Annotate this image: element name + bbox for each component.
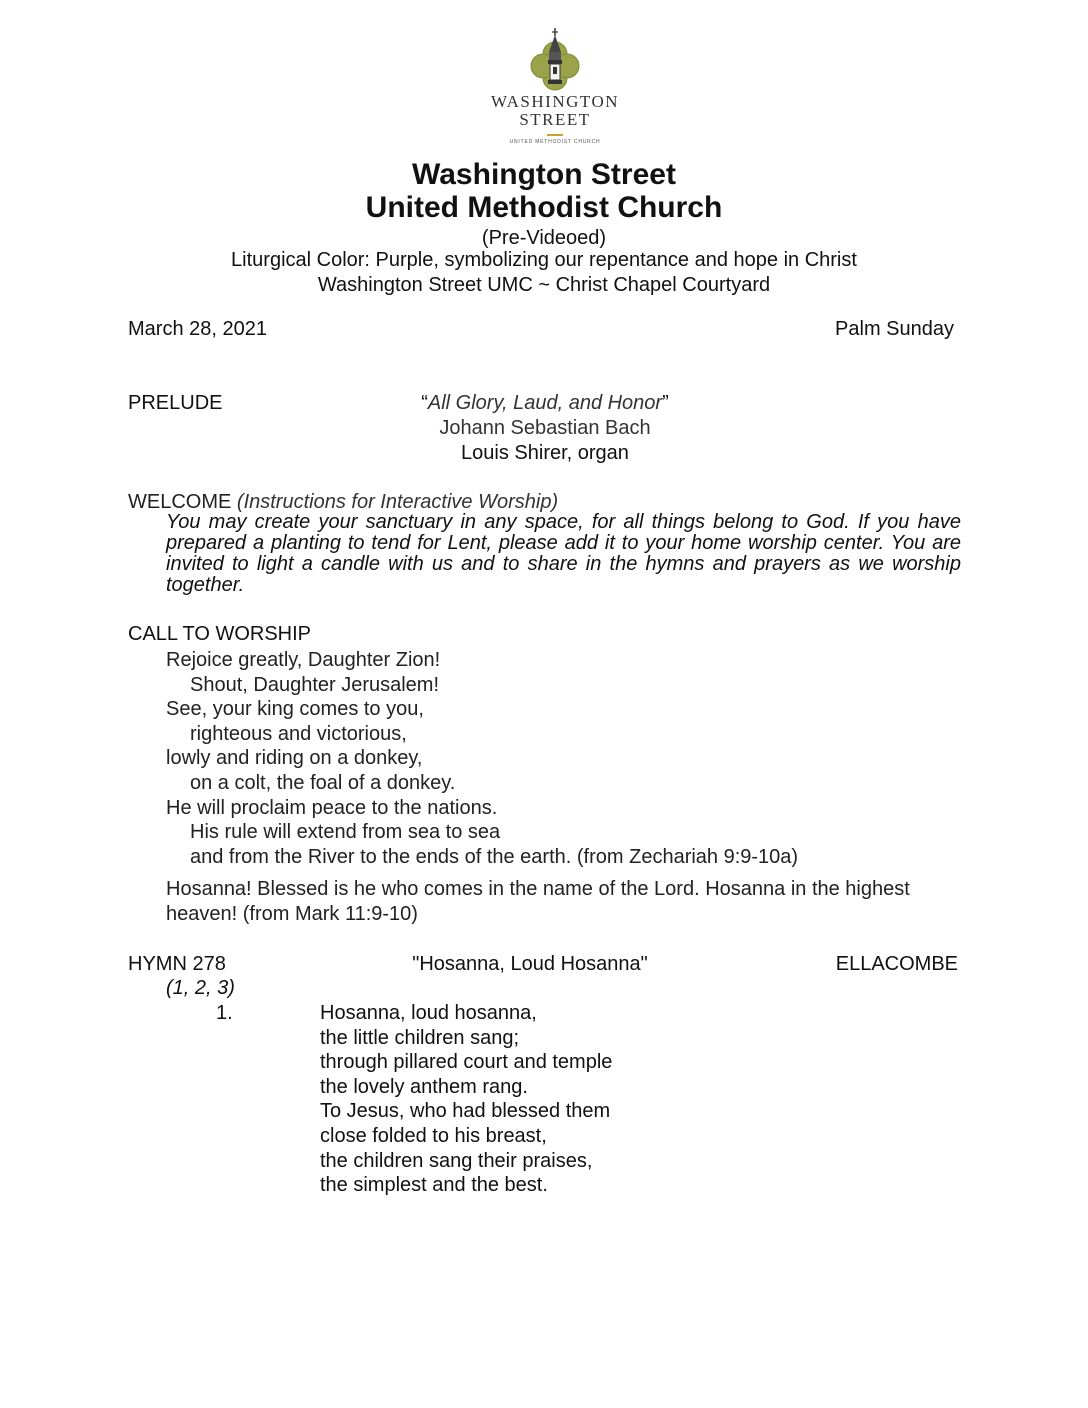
hymn-verse-lines [320,1001,612,1198]
call-to-worship-line: Shout, Daughter Jerusalem! [190,673,440,696]
welcome-instructions: You may create your sanctuary in any space, for all things belong to God. If you have prepared a planting to tend for Lent, please add it to your home worship center. You are invited to light a candle with us and to share in the hymns and prayers as we worship together. [166,511,961,596]
hymn-verse-line: To Jesus, who had blessed them [320,1100,611,1123]
call-to-worship-line: lowly and riding on a donkey, [166,747,423,770]
hymn-verse-line: close folded to his breast, [320,1124,547,1147]
logo-subtitle: UNITED METHODIST CHURCH [509,139,601,145]
welcome-subheading: (Instructions for Interactive Worship) [236,491,559,513]
hymn-verse-line: the lovely anthem rang. [320,1075,528,1098]
logo-name-line2: STREET [519,110,591,129]
hymn-verse-line: Hosanna, loud hosanna, [320,1002,537,1024]
call-to-worship-line: He will proclaim peace to the nations. [166,796,498,819]
occasion-label: Palm Sunday [835,318,954,340]
pre-videoed-note: (Pre-Videoed) [481,227,607,249]
prelude-piece-title: “All Glory, Laud, and Honor” [421,392,669,414]
prelude-composer: Johann Sebastian Bach [439,417,651,439]
service-date: March 28, 2021 [128,318,267,340]
church-title-line1: Washington Street [412,158,676,191]
church-title-line2: United Methodist Church [365,191,723,224]
welcome-heading: WELCOME (Instructions for Interactive Worship) [128,491,559,513]
hymn-verse-line: through pillared court and temple [320,1051,613,1074]
steeple-icon [527,28,583,94]
hymn-heading: HYMN 278 [128,953,226,975]
hymn-verses-note: (1, 2, 3) [166,977,235,999]
church-logo [490,28,620,153]
prelude-heading: PRELUDE [128,392,223,414]
logo-name-line1: WASHINGTON [490,92,619,111]
call-to-worship-line: and from the River to the ends of the earth. (from Zechariah 9:9-10a) [190,845,799,868]
prelude-details [320,391,770,466]
liturgical-color-line: Liturgical Color: Purple, symbolizing our repentance and hope in Christ [231,249,857,271]
call-to-worship-line: Rejoice greatly, Daughter Zion! [166,649,441,671]
hymn-title: "Hosanna, Loud Hosanna" [412,953,648,975]
hymn-verse-line: the simplest and the best. [320,1174,548,1197]
call-to-worship-line: See, your king comes to you, [166,698,424,721]
call-to-worship-line: righteous and victorious, [190,722,407,745]
hymn-verse-line: the children sang their praises, [320,1149,593,1172]
verse-number: 1. [216,1002,233,1024]
hymn-verse-line: the little children sang; [320,1026,520,1049]
prelude-performer: Louis Shirer, organ [461,442,629,464]
call-to-worship-lines [166,648,798,869]
call-to-worship-response: Hosanna! Blessed is he who comes in the name of the Lord. Hosanna in the highest heaven! (from Mark 11:9-10) [166,878,910,925]
hymn-tune-name: ELLACOMBE [835,953,958,975]
call-to-worship-line: on a colt, the foal of a donkey. [190,771,456,794]
call-to-worship-heading: CALL TO WORSHIP [128,623,312,645]
location-line: Washington Street UMC ~ Christ Chapel Courtyard [317,274,771,296]
call-to-worship-line: His rule will extend from sea to sea [190,821,501,844]
logo-divider [547,134,563,136]
